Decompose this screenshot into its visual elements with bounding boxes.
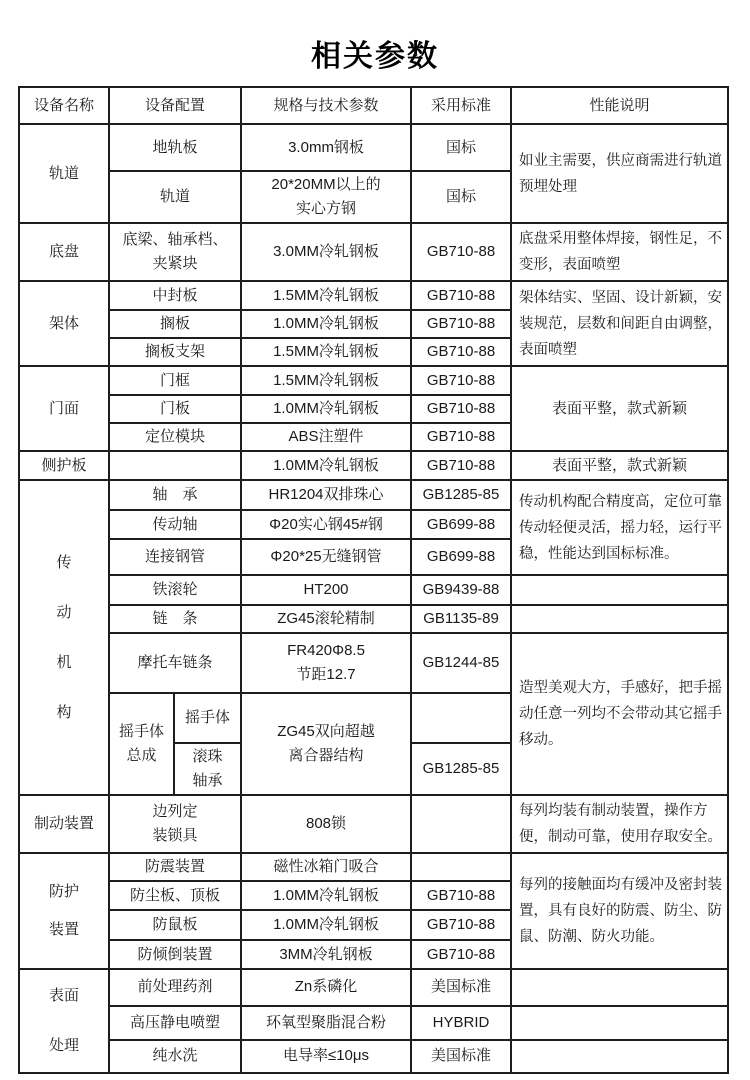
config-cell: 传动轴 [109, 510, 241, 539]
cell-line: 节距12.7 [296, 666, 356, 683]
config-cell: 纯水洗 [109, 1040, 241, 1073]
config-cell: 防倾倒装置 [109, 940, 241, 969]
spec-cell: 磁性冰箱门吸合 [241, 853, 411, 881]
cell-line: 轴承 [192, 772, 223, 789]
name-cell: 侧护板 [19, 451, 109, 480]
table-row [19, 281, 728, 310]
spec-cell: 3.0mm钢板 [241, 124, 411, 171]
spec-cell: 1.0MM冷轧钢板 [241, 310, 411, 338]
perf-cell: 架体结实、坚固、设计新颖，安装规范，层数和间距自由调整，表面喷塑 [511, 281, 728, 366]
table-row [19, 223, 728, 281]
std-cell [411, 853, 511, 881]
page-title: 相关参数 [311, 40, 439, 73]
table-row [19, 1040, 728, 1073]
cell-line: 底梁、轴承档、 [122, 231, 228, 248]
spec-cell [241, 633, 411, 693]
spec-cell [241, 693, 411, 795]
config-cell [109, 451, 241, 480]
config-cell: 轨道 [109, 171, 241, 223]
cell-line: 动 [56, 603, 72, 621]
cell-line: 离合器结构 [288, 747, 364, 764]
perf-cell [511, 1040, 728, 1073]
performance-header: 性能说明 [511, 87, 728, 124]
cell-line: 构 [56, 703, 72, 721]
perf-cell: 如业主需要，供应商需进行轨道预埋处理 [511, 124, 728, 223]
std-cell: GB710-88 [411, 310, 511, 338]
page [0, 31, 750, 1080]
cell-line: FR420Φ8.5 [287, 642, 365, 659]
perf-cell [511, 969, 728, 1006]
perf-cell: 表面平整，款式新颖 [511, 366, 728, 451]
config-cell: 连接钢管 [109, 539, 241, 575]
config-cell: 搁板 [109, 310, 241, 338]
std-cell: GB710-88 [411, 940, 511, 969]
spec-cell: Zn系磷化 [241, 969, 411, 1006]
device-name-header: 设备名称 [19, 87, 109, 124]
config-cell: 中封板 [109, 281, 241, 310]
config-cell: 门框 [109, 366, 241, 395]
spec-cell: HT200 [241, 575, 411, 605]
table-row [19, 969, 728, 1006]
std-cell: GB9439-88 [411, 575, 511, 605]
std-cell: GB1135-89 [411, 605, 511, 633]
std-cell: GB1285-85 [411, 480, 511, 510]
table-row [19, 853, 728, 881]
std-cell: GB710-88 [411, 338, 511, 366]
config-cell: 链 条 [109, 605, 241, 633]
std-cell: GB710-88 [411, 395, 511, 423]
cell-line: 装置 [48, 921, 79, 938]
name-cell [19, 480, 109, 795]
config-cell: 前处理药剂 [109, 969, 241, 1006]
std-cell: GB699-88 [411, 539, 511, 575]
name-cell: 轨道 [19, 124, 109, 223]
spec-cell: 1.5MM冷轧钢板 [241, 338, 411, 366]
std-cell: GB699-88 [411, 510, 511, 539]
config-sub-cell: 摇手体 [174, 693, 241, 743]
config-cell: 定位模块 [109, 423, 241, 451]
cell-line: 机 [56, 653, 72, 671]
std-cell: GB710-88 [411, 910, 511, 940]
std-cell [411, 693, 511, 743]
spec-cell: ABS注塑件 [241, 423, 411, 451]
spec-header: 规格与技术参数 [241, 87, 411, 124]
cell-line: 表面 [48, 987, 79, 1004]
spec-cell: 电导率≤10μs [241, 1040, 411, 1073]
perf-cell [511, 605, 728, 633]
table-row [19, 124, 728, 171]
std-cell: GB710-88 [411, 281, 511, 310]
header-row [19, 87, 728, 124]
std-cell: GB710-88 [411, 423, 511, 451]
perf-cell [511, 1006, 728, 1040]
std-cell: GB710-88 [411, 881, 511, 910]
config-cell: 高压静电喷塑 [109, 1006, 241, 1040]
cell-line: 滚珠 [192, 748, 223, 765]
table-row [19, 605, 728, 633]
config-cell: 防尘板、顶板 [109, 881, 241, 910]
perf-cell: 表面平整，款式新颖 [511, 451, 728, 480]
config-cell: 门板 [109, 395, 241, 423]
std-cell: 国标 [411, 124, 511, 171]
name-cell: 制动装置 [19, 795, 109, 853]
std-cell: GB710-88 [411, 223, 511, 281]
spec-cell: 环氧型聚脂混合粉 [241, 1006, 411, 1040]
name-cell: 门面 [19, 366, 109, 451]
cell-line: 传 [56, 553, 72, 571]
spec-cell: 3.0MM冷轧钢板 [241, 223, 411, 281]
std-cell: 国标 [411, 171, 511, 223]
config-cell: 防震装置 [109, 853, 241, 881]
cell-line: 装锁具 [152, 827, 198, 844]
std-cell: GB710-88 [411, 366, 511, 395]
perf-cell: 每列的接触面均有缓冲及密封装置，具有良好的防震、防尘、防鼠、防潮、防火功能。 [511, 853, 728, 969]
cell-line: 防护 [48, 883, 79, 900]
name-cell [19, 969, 109, 1073]
config-cell [109, 693, 174, 795]
perf-cell: 底盘采用整体焊接，钢性足，不变形，表面喷塑 [511, 223, 728, 281]
name-cell [19, 853, 109, 969]
config-sub-cell [174, 743, 241, 795]
standard-header: 采用标准 [411, 87, 511, 124]
parameters-table [18, 86, 729, 1074]
spec-cell: 1.5MM冷轧钢板 [241, 281, 411, 310]
spec-cell: 1.5MM冷轧钢板 [241, 366, 411, 395]
cell-line: 总成 [126, 747, 157, 764]
spec-cell: ZG45滚轮精制 [241, 605, 411, 633]
std-cell: GB1285-85 [411, 743, 511, 795]
spec-cell [241, 171, 411, 223]
perf-cell: 造型美观大方，手感好，把手摇动任意一列均不会带动其它摇手移动。 [511, 633, 728, 795]
config-cell: 摩托车链条 [109, 633, 241, 693]
perf-cell: 每列均装有制动装置，操作方便，制动可靠，使用存取安全。 [511, 795, 728, 853]
spec-cell: HR1204双排珠心 [241, 480, 411, 510]
std-cell [411, 795, 511, 853]
table-row [19, 480, 728, 510]
spec-cell: 808锁 [241, 795, 411, 853]
spec-cell: Φ20*25无缝钢管 [241, 539, 411, 575]
cell-line: 边列定 [152, 803, 198, 820]
config-cell: 铁滚轮 [109, 575, 241, 605]
config-cell: 轴 承 [109, 480, 241, 510]
table-row [19, 633, 728, 693]
device-config-header: 设备配置 [109, 87, 241, 124]
spec-cell: 3MM冷轧钢板 [241, 940, 411, 969]
name-cell: 底盘 [19, 223, 109, 281]
cell-line: 摇手体 [118, 723, 164, 740]
spec-cell: 1.0MM冷轧钢板 [241, 451, 411, 480]
spec-cell: 1.0MM冷轧钢板 [241, 395, 411, 423]
config-cell: 搁板支架 [109, 338, 241, 366]
config-cell [109, 795, 241, 853]
std-cell: GB1244-85 [411, 633, 511, 693]
table-row [19, 575, 728, 605]
std-cell: 美国标准 [411, 969, 511, 1006]
cell-line: 实心方钢 [296, 200, 357, 217]
std-cell: 美国标准 [411, 1040, 511, 1073]
perf-cell: 传动机构配合精度高，定位可靠传动轻便灵活，摇力轻，运行平稳，性能达到国标标准。 [511, 480, 728, 575]
table-row [19, 451, 728, 480]
cell-line: 夹紧块 [152, 255, 198, 272]
table-row [19, 1006, 728, 1040]
cell-line: 处理 [48, 1037, 79, 1054]
cell-line: ZG45双向超越 [277, 723, 375, 740]
config-cell: 防鼠板 [109, 910, 241, 940]
name-cell: 架体 [19, 281, 109, 366]
std-cell: HYBRID [411, 1006, 511, 1040]
spec-cell: 1.0MM冷轧钢板 [241, 881, 411, 910]
spec-cell: Φ20实心钢45#钢 [241, 510, 411, 539]
table-row [19, 795, 728, 853]
config-cell: 地轨板 [109, 124, 241, 171]
perf-cell [511, 575, 728, 605]
std-cell: GB710-88 [411, 451, 511, 480]
cell-line: 20*20MM以上的 [271, 176, 381, 193]
config-cell [109, 223, 241, 281]
spec-cell: 1.0MM冷轧钢板 [241, 910, 411, 940]
table-row [19, 366, 728, 395]
